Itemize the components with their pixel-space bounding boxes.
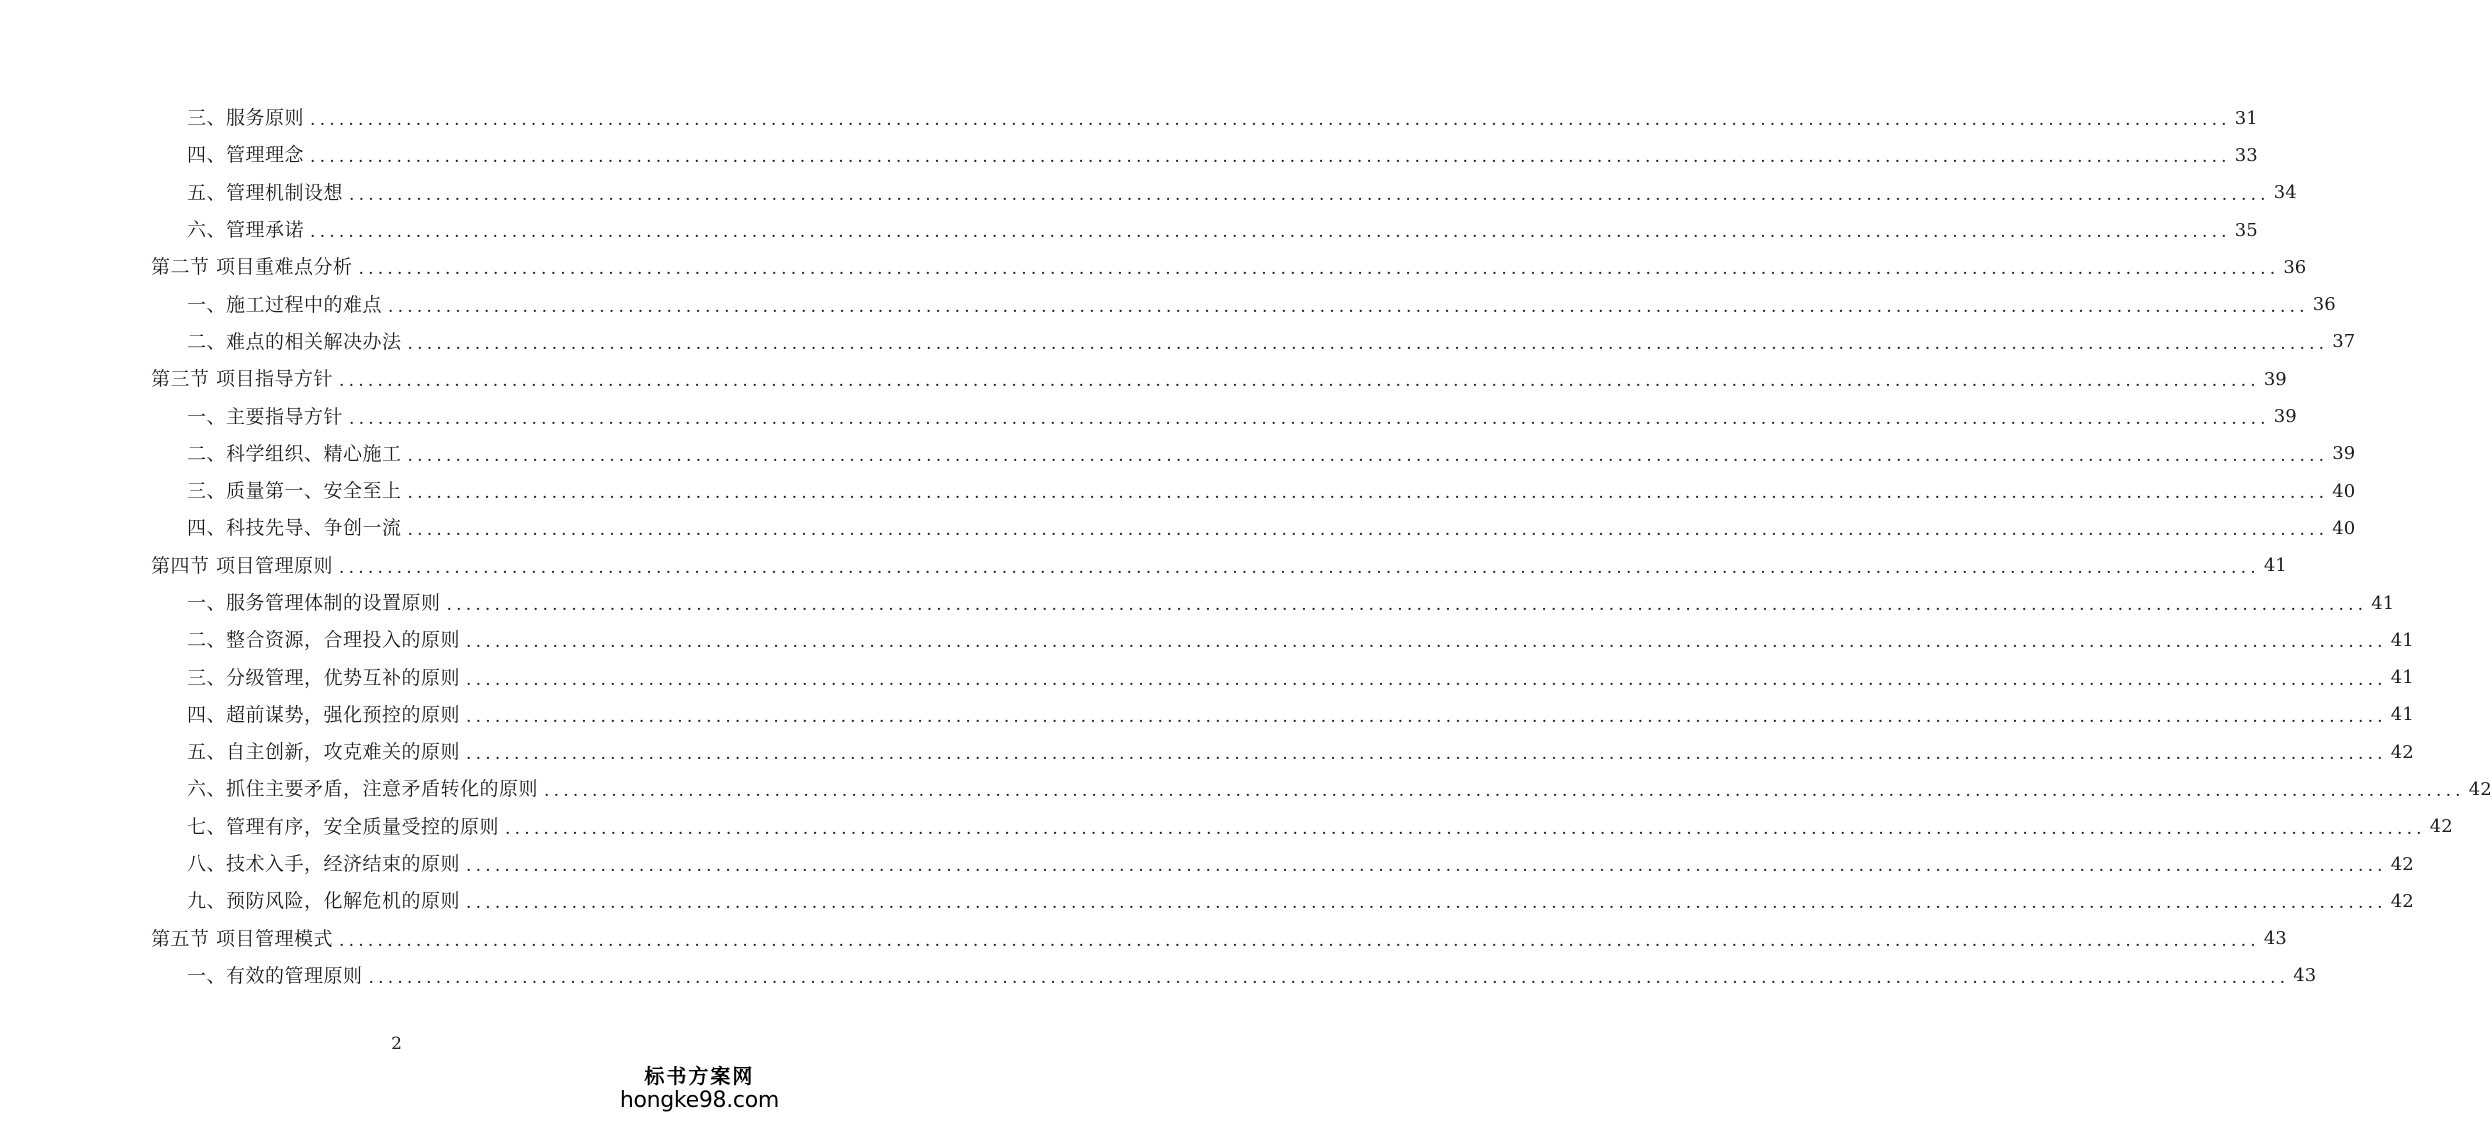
toc-dot-leader: ........................................................................................................................................................................................................ (388, 296, 2309, 317)
toc-entry-title: 六、管理承诺 (187, 219, 305, 242)
toc-subsection-entry (0, 659, 2414, 696)
toc-entry-title: 八、技术入手，经济结束的原则 (187, 853, 461, 876)
toc-dot-leader: ........................................................................................................................................................................................................ (358, 259, 2280, 280)
toc-entry-title: 三、分级管理，优势互补的原则 (187, 666, 461, 689)
toc-section-entry (0, 921, 2287, 958)
toc-entry-page: 33 (2234, 144, 2258, 166)
toc-subsection-entry (0, 473, 2356, 510)
toc-dot-leader: ........................................................................................................................................................................................................ (339, 930, 2260, 951)
toc-subsection-entry (0, 585, 2395, 622)
toc-entry-title: 四、科技先导、争创一流 (187, 517, 402, 540)
watermark-site-name: 标书方案网 (644, 1064, 755, 1088)
toc-dot-leader: ........................................................................................................................................................................................................ (407, 445, 2329, 466)
toc-dot-leader: ........................................................................................................................................................................................................ (407, 483, 2329, 504)
toc-dot-leader: ........................................................................................................................................................................................................ (466, 893, 2387, 914)
toc-entry-page: 39 (2273, 406, 2297, 428)
toc-entry-page: 39 (2332, 443, 2356, 465)
toc-entry-title: 一、主要指导方针 (187, 405, 344, 428)
toc-entry-page: 42 (2390, 890, 2414, 912)
toc-entry-page: 42 (2429, 816, 2453, 838)
toc-entry-page: 42 (2468, 778, 2492, 800)
toc-entry-page: 36 (2312, 294, 2336, 316)
toc-dot-leader: ........................................................................................................................................................................................................ (407, 520, 2329, 541)
toc-entry-title: 第五节 项目管理模式 (151, 927, 334, 950)
toc-entry-title: 五、自主创新，攻克难关的原则 (187, 741, 461, 764)
table-of-contents (0, 100, 2492, 995)
toc-dot-leader: ........................................................................................................................................................................................................ (466, 632, 2387, 653)
toc-subsection-entry (0, 883, 2414, 920)
toc-subsection-entry (0, 622, 2414, 659)
toc-entry-page: 35 (2234, 219, 2258, 241)
toc-subsection-entry (0, 771, 2492, 808)
toc-subsection-entry (0, 436, 2356, 473)
toc-dot-leader: ........................................................................................................................................................................................................ (349, 184, 2270, 205)
toc-subsection-entry (0, 809, 2453, 846)
toc-entry-title: 四、超前谋势，强化预控的原则 (187, 703, 461, 726)
toc-entry-title: 六、抓住主要矛盾，注意矛盾转化的原则 (187, 778, 539, 801)
toc-entry-title: 四、管理理念 (187, 144, 305, 167)
toc-dot-leader: ........................................................................................................................................................................................................ (466, 856, 2387, 877)
toc-entry-title: 第四节 项目管理原则 (151, 554, 334, 577)
toc-entry-title: 二、科学组织、精心施工 (187, 442, 402, 465)
toc-subsection-entry (0, 734, 2414, 771)
toc-entry-title: 一、服务管理体制的设置原则 (187, 592, 441, 614)
toc-entry-title: 三、质量第一、安全至上 (187, 480, 402, 503)
watermark (620, 1064, 779, 1114)
toc-dot-leader: ........................................................................................................................................................................................................ (310, 147, 2231, 168)
toc-dot-leader: ........................................................................................................................................................................................................ (339, 557, 2260, 578)
toc-entry-page: 40 (2332, 480, 2356, 502)
toc-dot-leader: ........................................................................................................................................................................................................ (466, 706, 2387, 727)
toc-dot-leader: ........................................................................................................................................................................................................ (339, 371, 2260, 392)
toc-entry-title: 七、管理有序，安全质量受控的原则 (187, 815, 500, 838)
toc-entry-title: 第三节 项目指导方针 (151, 368, 334, 391)
toc-dot-leader: ........................................................................................................................................................................................................ (466, 669, 2387, 690)
toc-entry-page: 41 (2263, 555, 2287, 577)
toc-subsection-entry (0, 212, 2258, 249)
toc-entry-page: 41 (2390, 629, 2414, 651)
toc-subsection-entry (0, 958, 2317, 995)
toc-entry-title: 九、预防风险，化解危机的原则 (187, 890, 461, 913)
toc-entry-page: 36 (2283, 256, 2307, 278)
toc-entry-title: 一、施工过程中的难点 (187, 293, 383, 316)
toc-entry-page: 40 (2332, 517, 2356, 539)
toc-entry-page: 41 (2371, 592, 2395, 614)
toc-entry-title: 二、难点的相关解决办法 (187, 330, 402, 353)
toc-entry-title: 二、整合资源，合理投入的原则 (187, 629, 461, 652)
toc-entry-page: 41 (2390, 667, 2414, 689)
toc-entry-title: 一、有效的管理原则 (187, 964, 363, 987)
toc-subsection-entry (0, 137, 2258, 174)
toc-subsection-entry (0, 697, 2414, 734)
toc-section-entry (0, 548, 2287, 585)
toc-entry-page: 39 (2263, 368, 2287, 390)
toc-subsection-entry (0, 324, 2356, 361)
toc-dot-leader: ........................................................................................................................................................................................................ (349, 408, 2270, 429)
toc-dot-leader: ........................................................................................................................................................................................................ (310, 110, 2231, 131)
toc-subsection-entry (0, 286, 2336, 323)
toc-entry-page: 43 (2263, 928, 2287, 950)
toc-entry-page: 31 (2234, 107, 2258, 129)
toc-dot-leader: ........................................................................................................................................................................................................ (446, 595, 2368, 615)
toc-dot-leader: ........................................................................................................................................................................................................ (310, 222, 2231, 243)
toc-dot-leader: ........................................................................................................................................................................................................ (407, 333, 2329, 354)
toc-entry-title: 第二节 项目重难点分析 (151, 256, 353, 279)
watermark-url: hongke98.com (619, 1088, 779, 1113)
toc-entry-page: 42 (2390, 741, 2414, 763)
toc-entry-title: 三、服务原则 (187, 107, 305, 130)
toc-section-entry (0, 361, 2287, 398)
toc-subsection-entry (0, 510, 2356, 547)
toc-section-entry (0, 249, 2307, 286)
toc-entry-page: 37 (2332, 331, 2356, 353)
page-number: 2 (391, 1034, 402, 1054)
toc-dot-leader: ........................................................................................................................................................................................................ (505, 818, 2426, 839)
toc-entry-title: 五、管理机制设想 (187, 181, 344, 204)
toc-dot-leader: ........................................................................................................................................................................................................ (368, 967, 2290, 988)
toc-entry-page: 41 (2390, 704, 2414, 726)
toc-subsection-entry (0, 846, 2414, 883)
toc-subsection-entry (0, 100, 2258, 137)
toc-subsection-entry (0, 175, 2297, 212)
toc-dot-leader: ........................................................................................................................................................................................................ (466, 744, 2387, 765)
toc-entry-page: 43 (2293, 965, 2317, 987)
toc-subsection-entry (0, 398, 2297, 435)
toc-entry-page: 34 (2273, 182, 2297, 204)
toc-entry-page: 42 (2390, 853, 2414, 875)
toc-dot-leader: ........................................................................................................................................................................................................ (544, 781, 2465, 802)
